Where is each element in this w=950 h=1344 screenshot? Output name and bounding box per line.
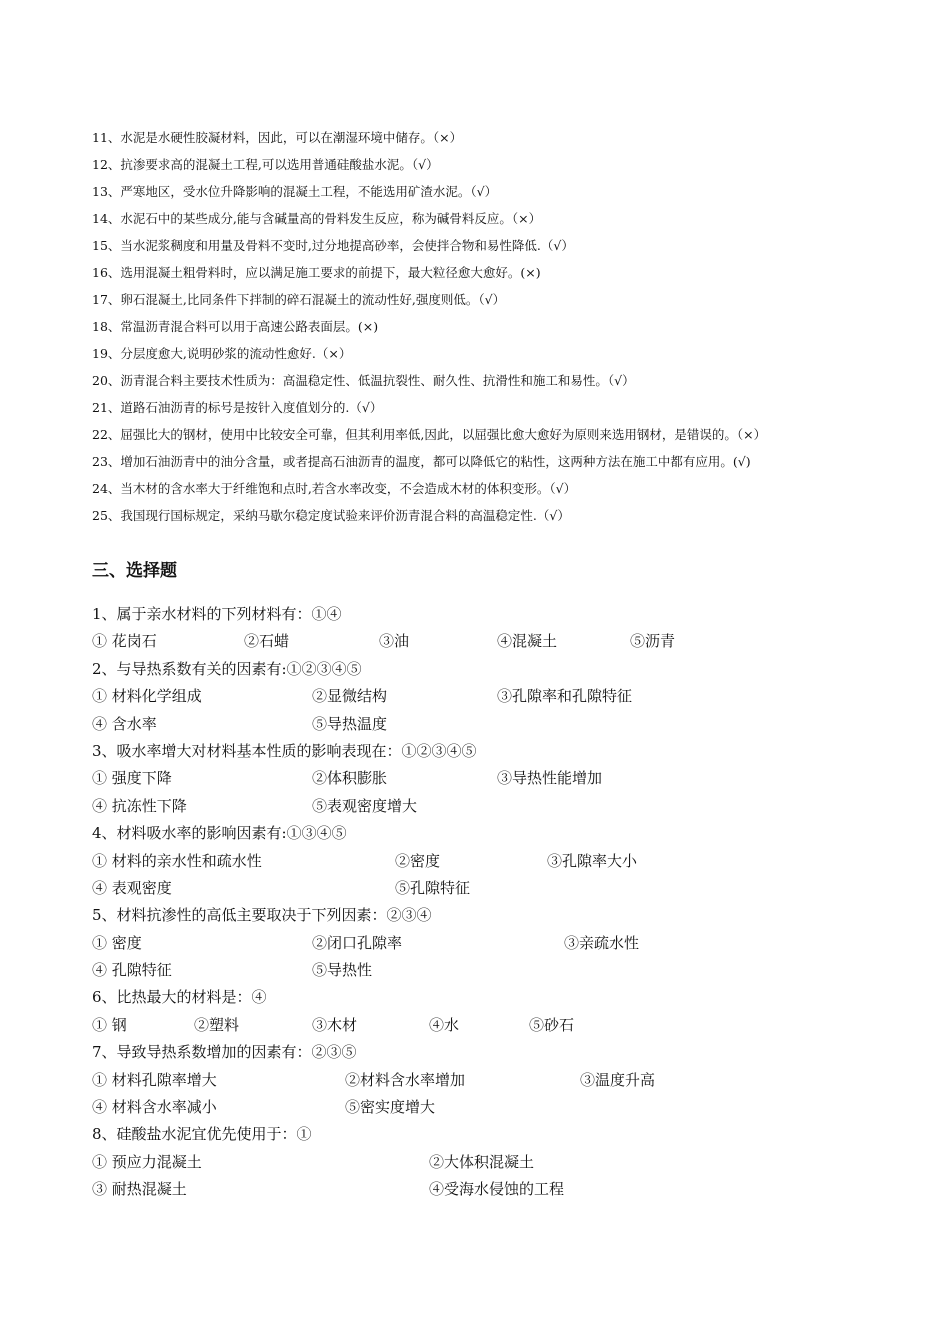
- option-row: [92, 683, 892, 710]
- option-item: ① 密度: [92, 933, 142, 952]
- option-item: ⑤沥青: [630, 632, 676, 651]
- option-row: [92, 930, 892, 957]
- option-item: ① 材料的亲水性和疏水性: [92, 851, 262, 870]
- question-text: 1、属于亲水材料的下列材料有：①④: [92, 605, 342, 623]
- option-item: ③木材: [312, 1015, 358, 1034]
- option-item: ③温度升高: [580, 1070, 656, 1089]
- tf-item: 24、当木材的含水率大于纤维饱和点时,若含水率改变，不会造成木材的体积变形。（√）: [92, 481, 577, 496]
- question-text: 2、与导热系数有关的因素有:①②③④⑤: [92, 659, 362, 678]
- option-row: [92, 1176, 892, 1203]
- tf-item: 21、道路石油沥青的标号是按针入度值划分的.（√）: [92, 400, 383, 415]
- option-item: ⑤导热温度: [312, 714, 388, 733]
- option-item: ②密度: [395, 851, 441, 870]
- option-item: ④ 材料含水率减小: [92, 1098, 217, 1117]
- option-item: ⑤导热性: [312, 961, 373, 980]
- option-item: ③导热性能增加: [497, 769, 603, 788]
- option-item: ① 材料化学组成: [92, 687, 202, 706]
- tf-item: 15、当水泥浆稠度和用量及骨料不变时,过分地提高砂率，会使拌合物和易性降低.（√）: [92, 238, 574, 253]
- option-item: ②闭口孔隙率: [312, 933, 403, 952]
- option-item: ① 钢: [92, 1015, 127, 1034]
- option-item: ⑤孔隙特征: [395, 878, 471, 897]
- tf-item: 14、水泥石中的某些成分,能与含碱量高的骨料发生反应，称为碱骨料反应。（×）: [92, 211, 542, 226]
- option-row: [92, 711, 892, 738]
- option-item: ④受海水侵蚀的工程: [429, 1180, 565, 1199]
- option-item: ②显微结构: [312, 687, 388, 706]
- option-item: ④ 表观密度: [92, 878, 172, 897]
- option-item: ④ 抗冻性下降: [92, 796, 187, 815]
- tf-item: 18、常温沥青混合料可以用于高速公路表面层。(×): [92, 319, 379, 334]
- option-row: [92, 628, 892, 655]
- option-item: ②塑料: [194, 1015, 240, 1034]
- option-row: [92, 1012, 892, 1039]
- option-row: [92, 1067, 892, 1094]
- option-item: ②大体积混凝土: [429, 1152, 535, 1171]
- tf-item: 20、沥青混合料主要技术性质为：高温稳定性、低温抗裂性、耐久性、抗滑性和施工和易性。（√）: [92, 373, 635, 388]
- option-row: [92, 793, 892, 820]
- option-item: ① 强度下降: [92, 769, 172, 788]
- option-row: [92, 957, 892, 984]
- option-item: ⑤表观密度增大: [312, 796, 418, 815]
- option-item: ③油: [379, 632, 410, 651]
- question-text: 3、吸水率增大对材料基本性质的影响表现在：①②③④⑤: [92, 741, 477, 760]
- tf-item: 11、水泥是水硬性胶凝材料，因此，可以在潮湿环境中储存。（×）: [92, 130, 463, 145]
- tf-item: 12、抗渗要求高的混凝土工程,可以选用普通硅酸盐水泥。（√）: [92, 157, 439, 172]
- option-item: ③孔隙率大小: [547, 851, 638, 870]
- true-false-list: [92, 124, 892, 529]
- option-item: ⑤砂石: [529, 1015, 575, 1034]
- option-item: ②体积膨胀: [312, 769, 388, 788]
- option-item: ④ 含水率: [92, 714, 157, 733]
- option-item: ④水: [429, 1015, 460, 1034]
- option-item: ⑤密实度增大: [345, 1098, 436, 1117]
- option-item: ④ 孔隙特征: [92, 961, 172, 980]
- tf-item: 19、分层度愈大,说明砂浆的流动性愈好.（×）: [92, 346, 352, 361]
- question-text: 6、比热最大的材料是：④: [92, 988, 267, 1007]
- tf-item: 17、卵石混凝土,比同条件下拌制的碎石混凝土的流动性好,强度则低。（√）: [92, 292, 506, 307]
- tf-item: 16、选用混凝土粗骨料时，应以满足施工要求的前提下，最大粒径愈大愈好。(×): [92, 265, 541, 280]
- option-item: ④混凝土: [497, 632, 558, 651]
- option-row: [92, 1094, 892, 1121]
- question-text: 7、导致导热系数增加的因素有：②③⑤: [92, 1043, 357, 1062]
- option-item: ③ 耐热混凝土: [92, 1180, 187, 1199]
- tf-item: 25、我国现行国标规定，采纳马歇尔稳定度试验来评价沥青混合料的高温稳定性.（√）: [92, 508, 570, 523]
- option-item: ②材料含水率增加: [345, 1070, 466, 1089]
- option-item: ②石蜡: [244, 632, 290, 651]
- option-item: ③孔隙率和孔隙特征: [497, 687, 633, 706]
- option-row: [92, 1149, 892, 1176]
- option-item: ① 花岗石: [92, 632, 157, 651]
- option-row: [92, 848, 892, 875]
- choice-question-list: [92, 601, 892, 1204]
- option-row: [92, 765, 892, 792]
- option-item: ① 材料孔隙率增大: [92, 1070, 217, 1089]
- option-item: ③亲疏水性: [564, 933, 640, 952]
- section-title: 三、选择题: [92, 561, 177, 581]
- tf-item: 13、严寒地区，受水位升降影响的混凝土工程，不能选用矿渣水泥。（√）: [92, 184, 498, 199]
- option-row: [92, 875, 892, 902]
- question-text: 5、材料抗渗性的高低主要取决于下列因素：②③④: [92, 906, 432, 925]
- tf-item: 22、屈强比大的钢材，使用中比较安全可靠，但其利用率低,因此，以屈强比愈大愈好为原则来选用钢材，是错误的。（×）: [92, 427, 767, 442]
- option-item: ① 预应力混凝土: [92, 1152, 202, 1171]
- tf-item: 23、增加石油沥青中的油分含量，或者提高石油沥青的温度，都可以降低它的粘性，这两种方法在施工中都有应用。(√): [92, 454, 751, 469]
- question-text: 8、硅酸盐水泥宜优先使用于：①: [92, 1125, 312, 1144]
- question-text: 4、材料吸水率的影响因素有:①③④⑤: [92, 824, 347, 843]
